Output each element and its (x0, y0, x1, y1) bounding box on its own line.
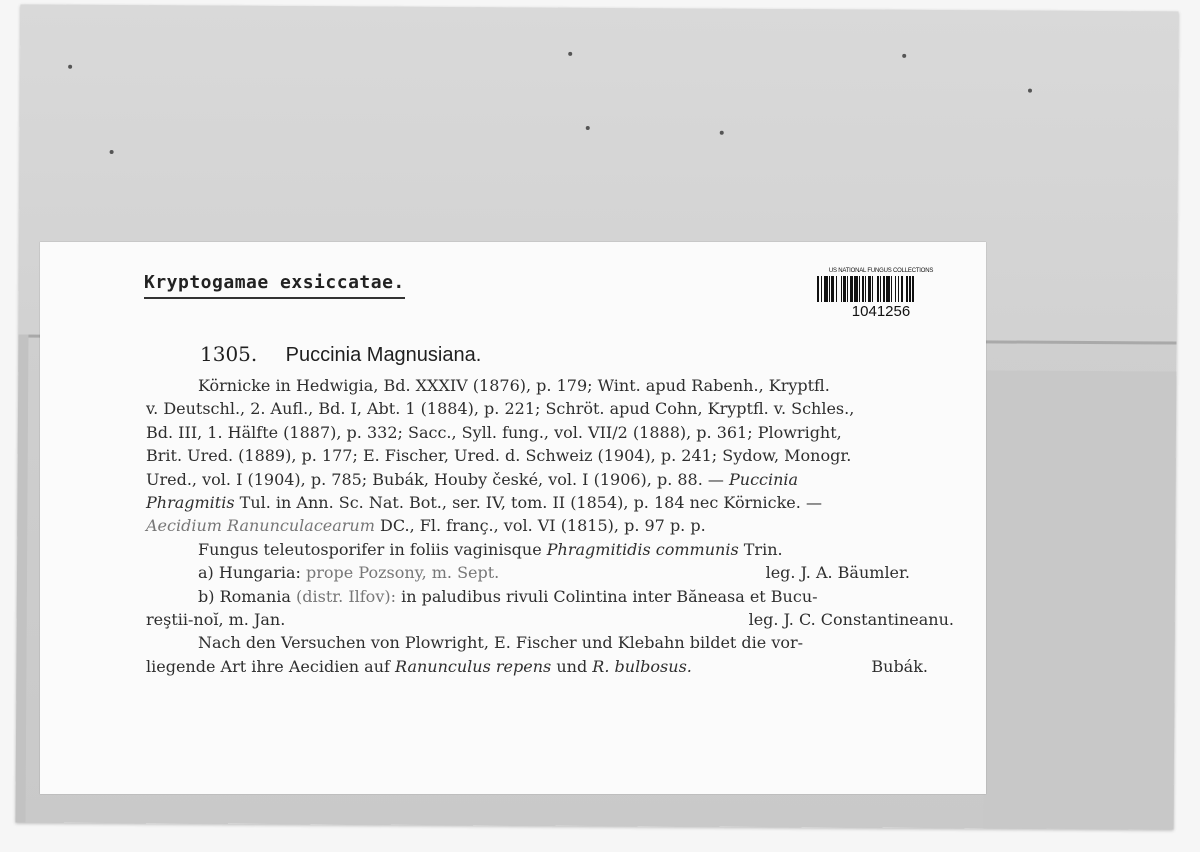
dust-speck (586, 126, 590, 130)
reference-line: Bd. III, 1. Hälfte (1887), p. 332; Sacc., Syll. fung., vol. VII/2 (1888), p. 361; Plowright, (146, 422, 842, 442)
barcode-block (812, 268, 950, 320)
barcode-caption: US NATIONAL FUNGUS COLLECTIONS (828, 268, 934, 274)
reference-line: Körnicke in Hedwigia, Bd. XXXIV (1876), p. 179; Wint. apud Rabenh., Kryptfl. (198, 376, 830, 395)
reference-line: Ured., vol. I (1904), p. 785; Bubák, Houby české, vol. I (1906), p. 88. — Puccinia (146, 469, 799, 489)
packet-fold (983, 370, 1176, 829)
dust-speck (1028, 89, 1032, 93)
exsiccata-label (40, 242, 986, 794)
dust-speck (902, 54, 906, 58)
reference-line: v. Deutschl., 2. Aufl., Bd. I, Abt. 1 (1884), p. 221; Schröt. apud Cohn, Kryptfl. v. Schles., (146, 399, 855, 419)
label-body (146, 374, 958, 678)
barcode-stripe (914, 276, 916, 302)
note-line-last: liegende Art ihre Aecidien auf Ranunculus repens und R. bulbosus. Bubák. (146, 655, 958, 678)
reference-line: Aecidium Ranunculacearum DC., Fl. franç., vol. VI (1815), p. 97 p. p. (146, 516, 706, 536)
packet-edge (16, 334, 29, 822)
species-name: Puccinia Magnusiana. (285, 344, 482, 366)
host-line: Fungus teleutosporifer in foliis vaginisque Phragmitidis communis Trin. (198, 539, 783, 559)
specimen-b-continued (146, 608, 958, 631)
species-heading (200, 342, 481, 367)
series-title: Kryptogamae exsiccatae. (144, 272, 405, 299)
specimen-b-locality: reştii-noĭ, m. Jan. (146, 610, 286, 630)
specimen-a-collector: leg. J. A. Bäumler. (765, 563, 910, 583)
dust-speck (110, 150, 114, 154)
specimen-a (146, 561, 958, 584)
dust-speck (568, 52, 572, 56)
note-line: Nach den Versuchen von Plowright, E. Fischer und Klebahn bildet die vor- (198, 633, 804, 653)
barcode-number: 1041256 (851, 303, 911, 320)
note-author: Bubák. (871, 656, 928, 676)
reference-line: Brit. Ured. (1889), p. 177; E. Fischer, Ured. d. Schweiz (1904), p. 241; Sydow, Monogr. (146, 446, 852, 466)
dust-speck (720, 131, 724, 135)
reference-line: Phragmitis Tul. in Ann. Sc. Nat. Bot., ser. IV, tom. II (1854), p. 184 nec Körnicke. — (146, 493, 822, 513)
specimen-b-collector: leg. J. C. Constantineanu. (748, 610, 954, 630)
dust-speck (68, 65, 72, 69)
specimen-a-designation: a) Hungaria: (198, 563, 301, 583)
specimen-b: b) Romania (distr. Ilfov): in paludibus rivuli Colintina inter Băneasa et Bucu- (198, 586, 818, 606)
barcode (817, 276, 945, 302)
specimen-a-locality: prope Pozsony, m. Sept. (306, 563, 500, 583)
entry-number: 1305. (200, 342, 258, 366)
